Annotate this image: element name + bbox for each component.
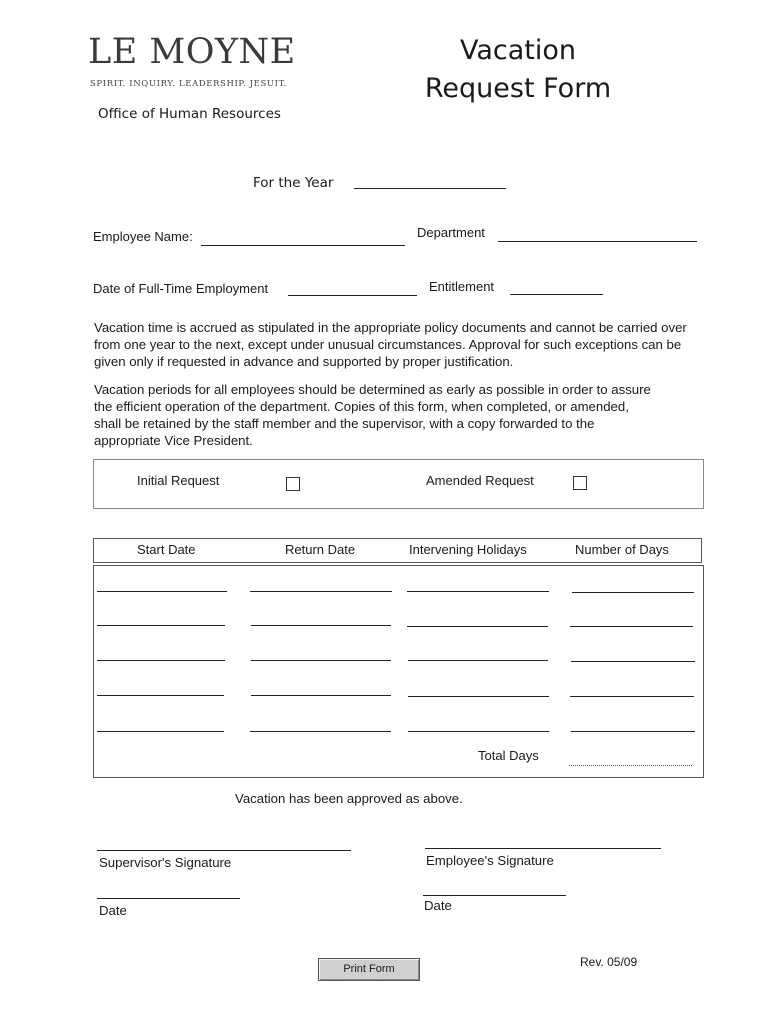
header-intervening-holidays: Intervening Holidays: [409, 542, 527, 557]
accrual-policy-text: Vacation time is accrued as stipulated in the appropriate policy documents and cannot be carried over from one year to the next, except under unusual circumstances. Approval for such exceptions can be given only if requested in advance and supported by proper justification.: [94, 320, 687, 369]
start-date-field-1[interactable]: [97, 591, 227, 592]
return-date-field-5[interactable]: [250, 731, 391, 732]
logo-wordmark: LE MOYNE: [88, 32, 296, 72]
total-days-field[interactable]: [569, 765, 692, 766]
days-field-5[interactable]: [571, 731, 695, 732]
header-number-of-days: Number of Days: [575, 542, 669, 557]
return-date-field-3[interactable]: [251, 660, 391, 661]
holidays-field-5[interactable]: [408, 731, 549, 732]
table-body: [93, 565, 704, 778]
for-the-year-field[interactable]: [354, 188, 506, 189]
employee-name-label: Employee Name:: [93, 229, 193, 244]
return-date-field-2[interactable]: [251, 625, 391, 626]
start-date-field-4[interactable]: [97, 695, 224, 696]
header-start-date: Start Date: [137, 542, 196, 557]
employee-name-field[interactable]: [201, 245, 405, 246]
date-fulltime-label: Date of Full-Time Employment: [93, 281, 269, 296]
department-field[interactable]: [498, 241, 697, 242]
supervisor-date-label: Date: [99, 903, 127, 918]
return-date-field-4[interactable]: [251, 695, 391, 696]
employee-signature-line[interactable]: [425, 848, 661, 849]
return-date-field-1[interactable]: [250, 591, 392, 592]
holidays-field-4[interactable]: [408, 696, 549, 697]
supervisor-signature-line[interactable]: [97, 850, 351, 851]
start-date-field-2[interactable]: [97, 625, 225, 626]
days-field-4[interactable]: [570, 696, 694, 697]
amended-request-label: Amended Request: [426, 473, 534, 488]
start-date-field-5[interactable]: [97, 731, 224, 732]
office-name: Office of Human Resources: [98, 106, 281, 122]
for-the-year-label: For the Year: [253, 175, 334, 191]
days-field-2[interactable]: [570, 626, 693, 627]
days-field-1[interactable]: [572, 592, 694, 593]
revision-label: Rev. 05/09: [580, 955, 638, 969]
supervisor-signature-label: Supervisor's Signature: [99, 855, 232, 870]
holidays-field-1[interactable]: [407, 591, 549, 592]
total-days-label: Total Days: [478, 748, 539, 763]
start-date-field-3[interactable]: [97, 660, 225, 661]
holidays-field-3[interactable]: [408, 660, 548, 661]
employee-signature-label: Employee's Signature: [426, 853, 554, 868]
planning-policy-text: Vacation periods for all employees should be determined as early as possible in order to assure the efficient operation of the department. Copies of this form, when completed, or amended, shall be retained by the staff member and the supervisor, with a copy forwarded to the appropriate Vice President.: [94, 382, 651, 448]
holidays-field-2[interactable]: [407, 626, 548, 627]
supervisor-date-line[interactable]: [97, 898, 240, 899]
amended-request-checkbox[interactable]: [573, 476, 587, 490]
form-title-line1: Vacation: [459, 35, 577, 66]
header-return-date: Return Date: [285, 542, 356, 557]
employee-date-label: Date: [424, 898, 452, 913]
form-title-line2: Request Form: [424, 73, 612, 104]
entitlement-field[interactable]: [510, 294, 603, 295]
initial-request-label: Initial Request: [137, 473, 220, 488]
employee-date-line[interactable]: [423, 895, 566, 896]
approval-statement: Vacation has been approved as above.: [235, 791, 463, 806]
entitlement-label: Entitlement: [429, 279, 495, 294]
date-fulltime-field[interactable]: [288, 295, 417, 296]
days-field-3[interactable]: [571, 661, 695, 662]
print-form-button[interactable]: Print Form: [318, 958, 420, 981]
logo-tagline: SPIRIT. INQUIRY. LEADERSHIP. JESUIT.: [90, 79, 287, 89]
department-label: Department: [417, 225, 485, 240]
initial-request-checkbox[interactable]: [286, 477, 300, 491]
